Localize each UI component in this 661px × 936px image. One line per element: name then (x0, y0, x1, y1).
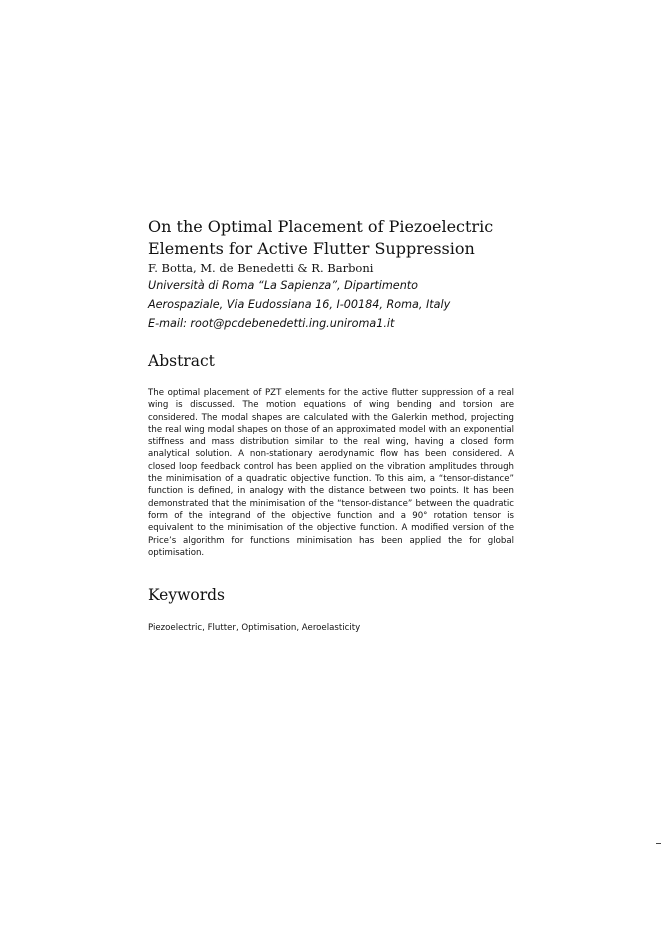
abstract-text: The optimal placement of PZT elements for the active flutter suppression of a real wing is discussed. The motion equations of wing bending and torsion are considered. The modal shapes are calculated with the Galerkin method, projecting the real wing modal shapes on those of an approximated model with an exponential stiffness and mass distribution similar to the real wing, having a closed form analytical solution. A non-stationary aerodynamic flow has been considered. A closed loop feedback control has been applied on the vibration amplitudes through the minimisation of a quadratic objective function. To this aim, a “tensor-distance” function is defined, in analogy with the distance between two points. It has been demonstrated that the minimisation of the “tensor-distance” between the quadratic form of the integrand of the objective function and a 90° rotation tensor is equivalent to the minimisation of the objective function. A modified version of the Price’s algorithm for functions minimisation has been applied the for global optimisation. (148, 388, 514, 558)
page-edge-mark (656, 843, 661, 844)
email-line: E-mail: root@pcdebenedetti.ing.uniroma1.it (148, 317, 395, 330)
affiliation-line-1: Università di Roma “La Sapienza”, Dipartimento (148, 279, 419, 292)
keywords-text: Piezoelectric, Flutter, Optimisation, Aeroelasticity (148, 623, 361, 633)
affiliation-line-2: Aerospaziale, Via Eudossiana 16, I-00184, Roma, Italy (148, 298, 451, 311)
paper-title: On the Optimal Placement of Piezoelectric Elements for Active Flutter Suppression (148, 217, 494, 258)
abstract-heading: Abstract (148, 352, 215, 370)
keywords-heading: Keywords (148, 586, 225, 604)
authors: F. Botta, M. de Benedetti & R. Barboni (148, 261, 374, 275)
affiliation (148, 276, 528, 333)
